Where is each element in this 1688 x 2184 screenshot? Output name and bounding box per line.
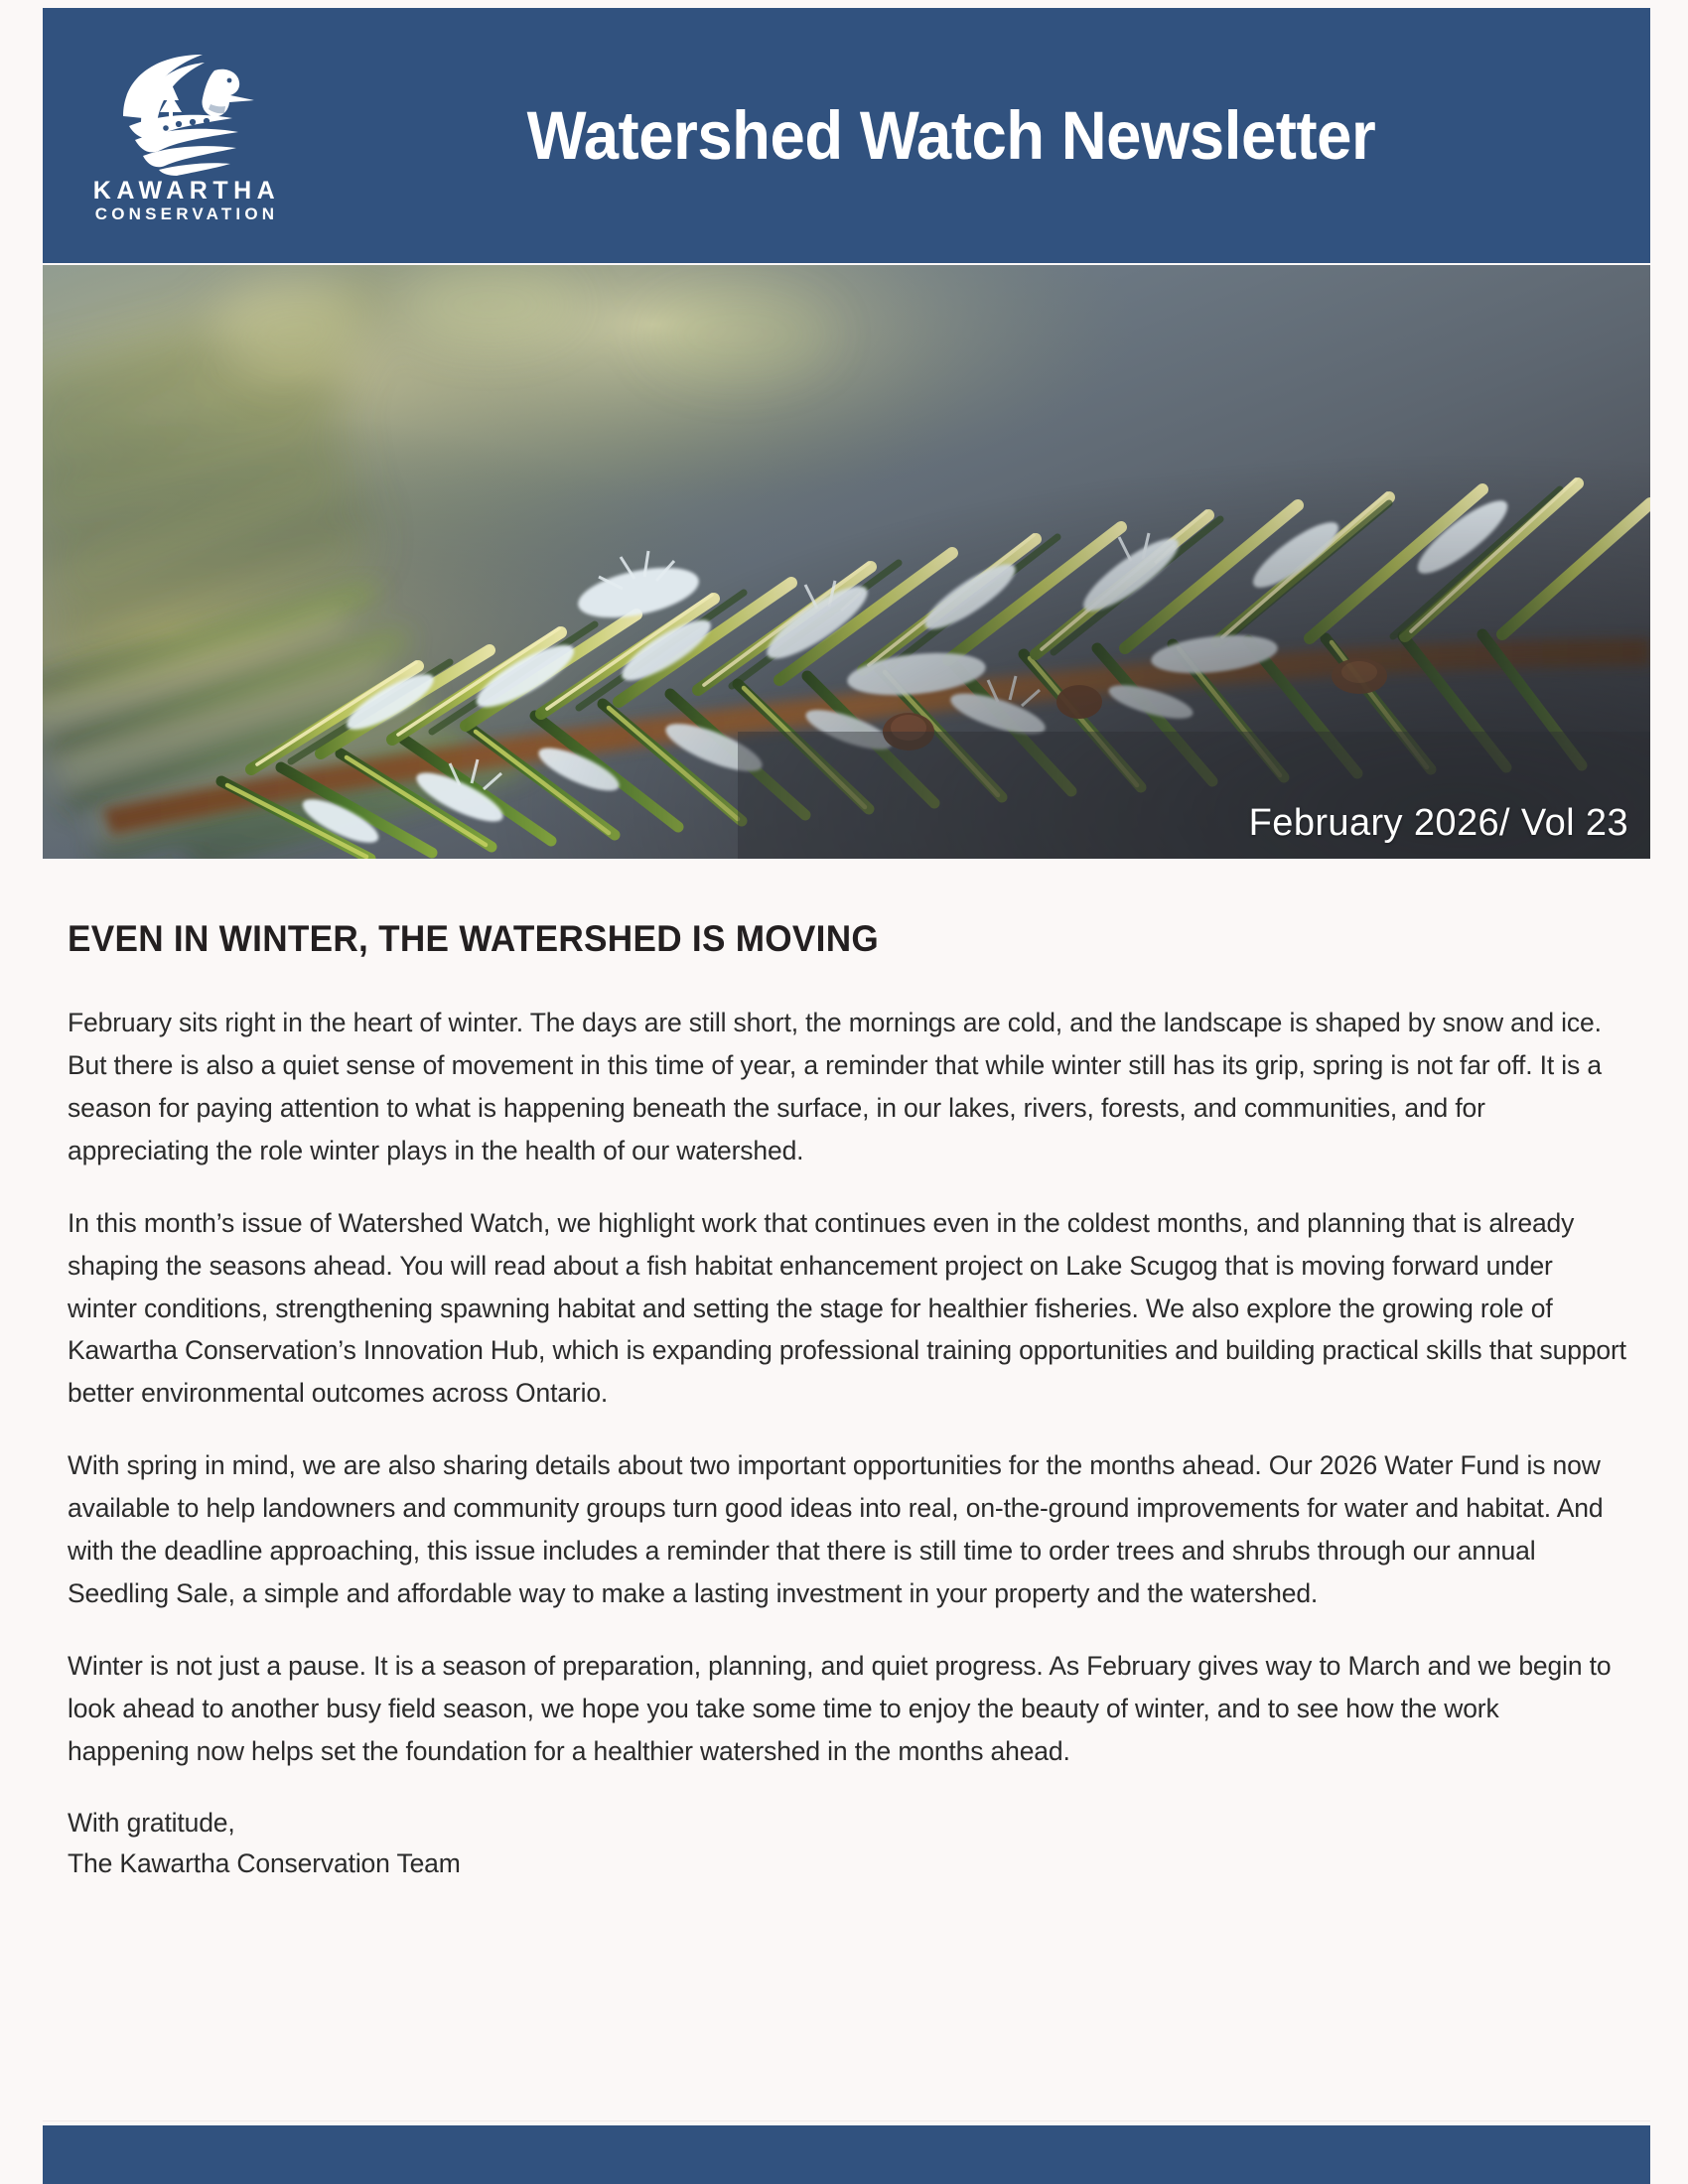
issue-date-volume: February 2026/ Vol 23: [1248, 802, 1628, 844]
article-paragraph-4: Winter is not just a pause. It is a season of preparation, planning, and quiet progress. As February gives way to March and we begin to look ahead to another busy field season, we hope you take some time to enjoy the beauty of winter, and to see how the work happening now helps set the foundation for a healthier watershed in the months ahead.: [68, 1650, 1612, 1766]
brand-name: KAWARTHA: [92, 177, 281, 205]
signoff: [68, 1803, 1626, 1884]
article-heading: EVEN IN WINTER, THE WATERSHED IS MOVING: [68, 918, 880, 959]
signoff-team: The Kawartha Conservation Team: [68, 1847, 461, 1878]
frosted-spruce-branch-illustration: [43, 265, 1650, 859]
footer-bar: [43, 2125, 1650, 2184]
article-paragraph-3: With spring in mind, we are also sharing details about two important opportunities for the months ahead. Our 2026 Water Fund is now available to help landowners and community groups turn good ideas into real, on-the-ground improvements for water and habitat. And with the deadline approaching, this issue includes a reminder that there is still time to order trees and shrubs through our annual Seedling Sale, a simple and affordable way to make a lasting investment in your property and the watershed.: [68, 1450, 1604, 1609]
article-body: [68, 918, 1626, 1884]
page-title: Watershed Watch Newsletter: [526, 97, 1376, 174]
hero-image: [43, 265, 1650, 859]
article-paragraph-1: February sits right in the heart of winter. The days are still short, the mornings are cold, and the landscape is shaped by snow and ice. But there is also a quiet sense of movement in this time of year, a reminder that while winter still has its grip, spring is not far off. It is a season for paying attention to what is happening beneath the surface, in our lakes, rivers, forests, and communities, and for appreciating the role winter plays in the health of our watershed.: [68, 1008, 1602, 1165]
header-banner: [43, 8, 1650, 263]
brand-logo: [43, 47, 331, 224]
signoff-salutation: With gratitude,: [68, 1807, 235, 1838]
article-paragraph-2: In this month’s issue of Watershed Watch, we highlight work that continues even in the coldest months, and planning that is already shaping the seasons ahead. You will read about a fish habitat enhancement project on Lake Scugog that is moving forward under winter conditions, strengthening spawning habitat and setting the stage for healthier fisheries. We also explore the growing role of Kawartha Conservation’s Innovation Hub, which is expanding professional training opportunities and building practical skills that support better environmental outcomes across Ontario.: [68, 1207, 1626, 1409]
brand-tagline: CONSERVATION: [94, 205, 279, 224]
loon-waves-logo-icon: [99, 53, 274, 176]
footer-divider: [43, 2120, 1650, 2121]
